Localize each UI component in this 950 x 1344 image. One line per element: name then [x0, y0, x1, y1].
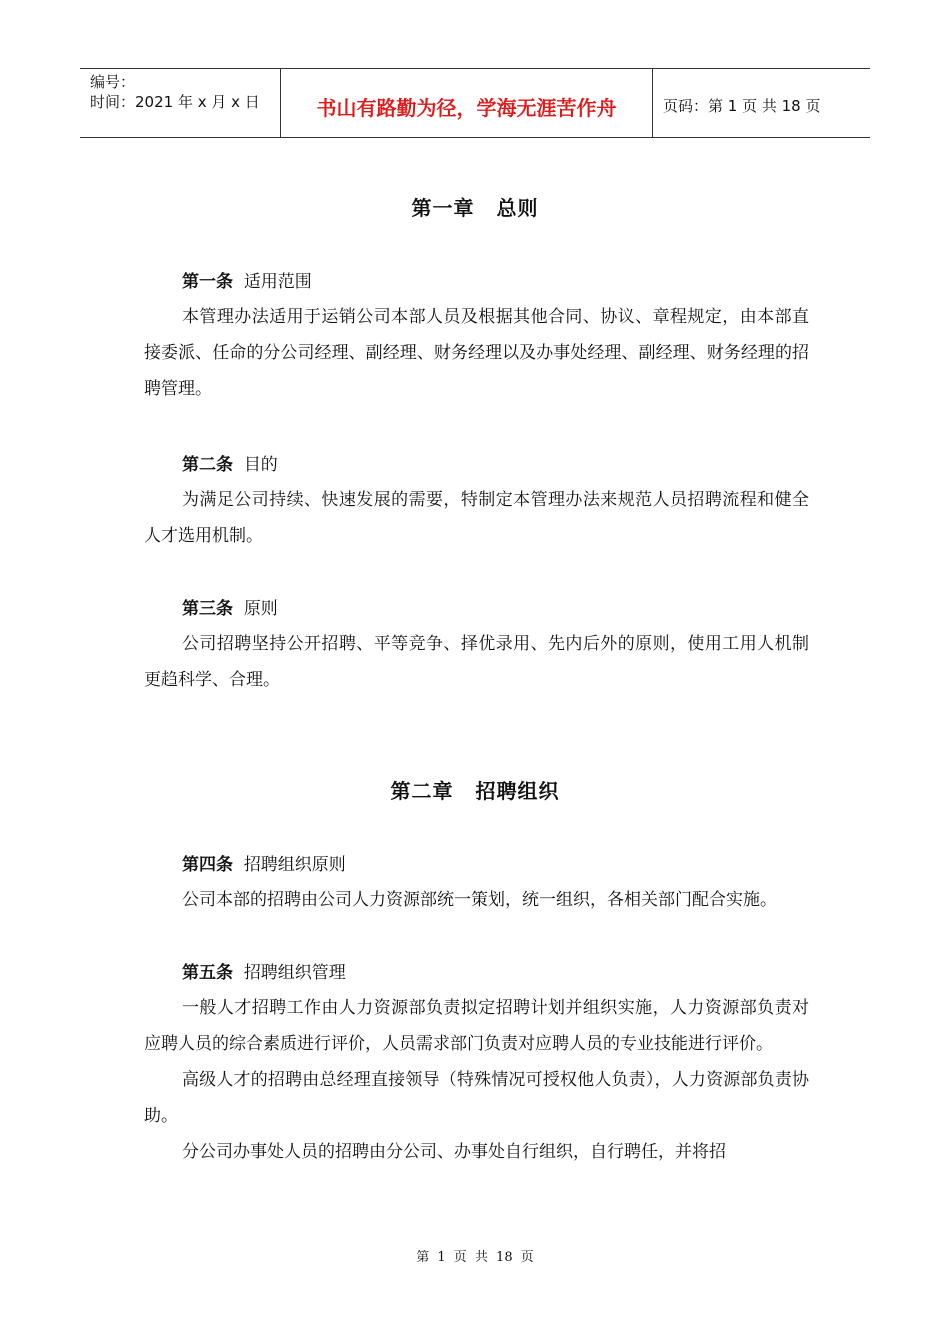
article-title: 目的	[243, 455, 278, 475]
header-meta	[80, 69, 281, 137]
article-body-1	[144, 299, 809, 407]
chapter-name: 招聘组织	[475, 779, 560, 803]
paragraph: 本管理办法适用于运销公司本部人员及根据其他合同、协议、章程规定，由本部直接委派、任命的分公司经理、副经理、财务经理以及办事处经理、副经理、财务经理的招聘管理。	[144, 307, 809, 399]
article-number: 第三条	[182, 599, 233, 619]
paragraph: 一般人才招聘工作由人力资源部负责拟定招聘计划并组织实施，人力资源部负责对应聘人员的综合素质进行评价，人员需求部门负责对应聘人员的专业技能进行评价。	[144, 998, 809, 1054]
article-title: 招聘组织原则	[243, 855, 346, 875]
article-title: 适用范围	[243, 272, 312, 292]
article-heading-5	[182, 961, 346, 985]
chapter-title-2	[0, 775, 950, 804]
article-body-4	[144, 882, 809, 918]
article-heading-2	[182, 453, 278, 477]
chapter-name: 总则	[496, 196, 539, 220]
article-number: 第一条	[182, 272, 233, 292]
article-body-3	[144, 626, 809, 698]
number-label: 编号：	[90, 73, 136, 91]
chapter-number: 第一章	[411, 196, 475, 220]
article-title: 招聘组织管理	[243, 963, 346, 983]
paragraph: 分公司办事处人员的招聘由分公司、办事处自行组织，自行聘任，并将招	[182, 1142, 726, 1162]
article-title: 原则	[243, 599, 278, 619]
article-number: 第二条	[182, 455, 233, 475]
article-number: 第四条	[182, 855, 233, 875]
chapter-title-1	[0, 192, 950, 221]
page-footer: 第 1 页 共 18 页	[416, 1250, 534, 1265]
article-number: 第五条	[182, 963, 233, 983]
chapter-number: 第二章	[390, 779, 454, 803]
article-body-5	[144, 990, 809, 1170]
header-page-label: 页码：第 1 页 共 18 页	[663, 96, 821, 115]
article-body-2	[144, 482, 809, 554]
article-heading-3	[182, 597, 278, 621]
paragraph: 公司招聘坚持公开招聘、平等竞争、择优录用、先内后外的原则，使用工用人机制更趋科学、合理。	[144, 634, 809, 690]
time-label: 时间：2021 年 x 月 x 日	[90, 93, 260, 111]
article-heading-4	[182, 853, 346, 877]
paragraph: 为满足公司持续、快速发展的需要，特制定本管理办法来规范人员招聘流程和健全人才选用机制。	[144, 490, 809, 546]
paragraph: 高级人才的招聘由总经理直接领导（特殊情况可授权他人负责），人力资源部负责协助。	[144, 1070, 809, 1126]
header-motto: 书山有路勤为径，学海无涯苦作舟	[281, 69, 653, 137]
document-header	[80, 68, 870, 138]
article-heading-1	[182, 270, 312, 294]
paragraph: 公司本部的招聘由公司人力资源部统一策划，统一组织，各相关部门配合实施。	[182, 890, 777, 910]
